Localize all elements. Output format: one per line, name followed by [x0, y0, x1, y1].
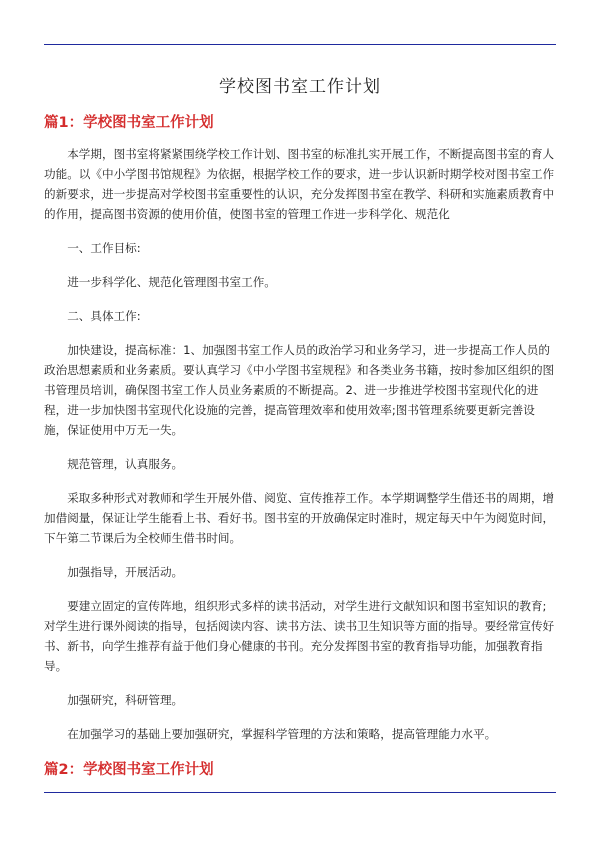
intro-paragraph: 本学期，图书室将紧紧围绕学校工作计划、图书室的标准扎实开展工作，不断提高图书室的育人功能。以《中小学图书馆规程》为依据，根据学校工作的要求，进一步认识新时期学校对图书室工作的新要求，进一步提高对学校图书室重要性的认识，充分发挥图书室在教学、科研和实施素质教育中的作用，提高图书资源的使用价值，使图书室的管理工作进一步科学化、规范化	[44, 147, 555, 221]
guidance-heading: 加强指导，开展活动。	[67, 565, 184, 579]
bottom-rule	[44, 792, 556, 793]
research-heading: 加强研究，科研管理。	[67, 693, 184, 707]
goal-paragraph: 进一步科学化、规范化管理图书室工作。	[67, 275, 276, 289]
construction-paragraph: 加快建设，提高标准：1、加强图书室工作人员的政治学习和业务学习，进一步提高工作人员的政治思想素质和业务素质。要认真学习《中小学图书室规程》和各类业务书籍，按时参加区组织的图书管理员培训，确保图书室工作人员业务素质的不断提高。2、进一步推进学校图书室现代化的进程，进一步加快图书室现代化设施的完善，提高管理效率和使用效率;图书管理系统要更新完善设施，保证使用中万无一失。	[44, 343, 555, 437]
top-rule	[44, 44, 556, 45]
lending-paragraph: 采取多种形式对教师和学生开展外借、阅览、宣传推荐工作。本学期调整学生借还书的周期，增加借阅量，保证让学生能看上书、看好书。图书室的开放确保定时准时，规定每天中午为阅览时间，下午第二节课后为全校师生借书时间。	[44, 491, 555, 545]
management-heading: 规范管理，认真服务。	[67, 457, 184, 471]
tasks-heading: 二、具体工作:	[67, 309, 141, 323]
activities-paragraph: 要建立固定的宣传阵地，组织形式多样的读书活动，对学生进行文献知识和图书室知识的教育;对学生进行课外阅读的指导，包括阅读内容、读书方法、读书卫生知识等方面的指导。要经常宣传好书、新书，向学生推荐有益于他们身心健康的书刊。充分发挥图书室的教育指导功能，加强教育指导。	[44, 599, 555, 673]
goal-heading: 一、工作目标:	[67, 241, 141, 255]
section-1-heading: 篇1：学校图书室工作计划	[44, 115, 214, 131]
section-2-heading: 篇2：学校图书室工作计划	[44, 762, 214, 778]
document-body	[44, 72, 556, 791]
research-paragraph: 在加强学习的基础上要加强研究，掌握科学管理的方法和策略，提高管理能力水平。	[67, 727, 497, 741]
document-title: 学校图书室工作计划	[219, 77, 381, 97]
